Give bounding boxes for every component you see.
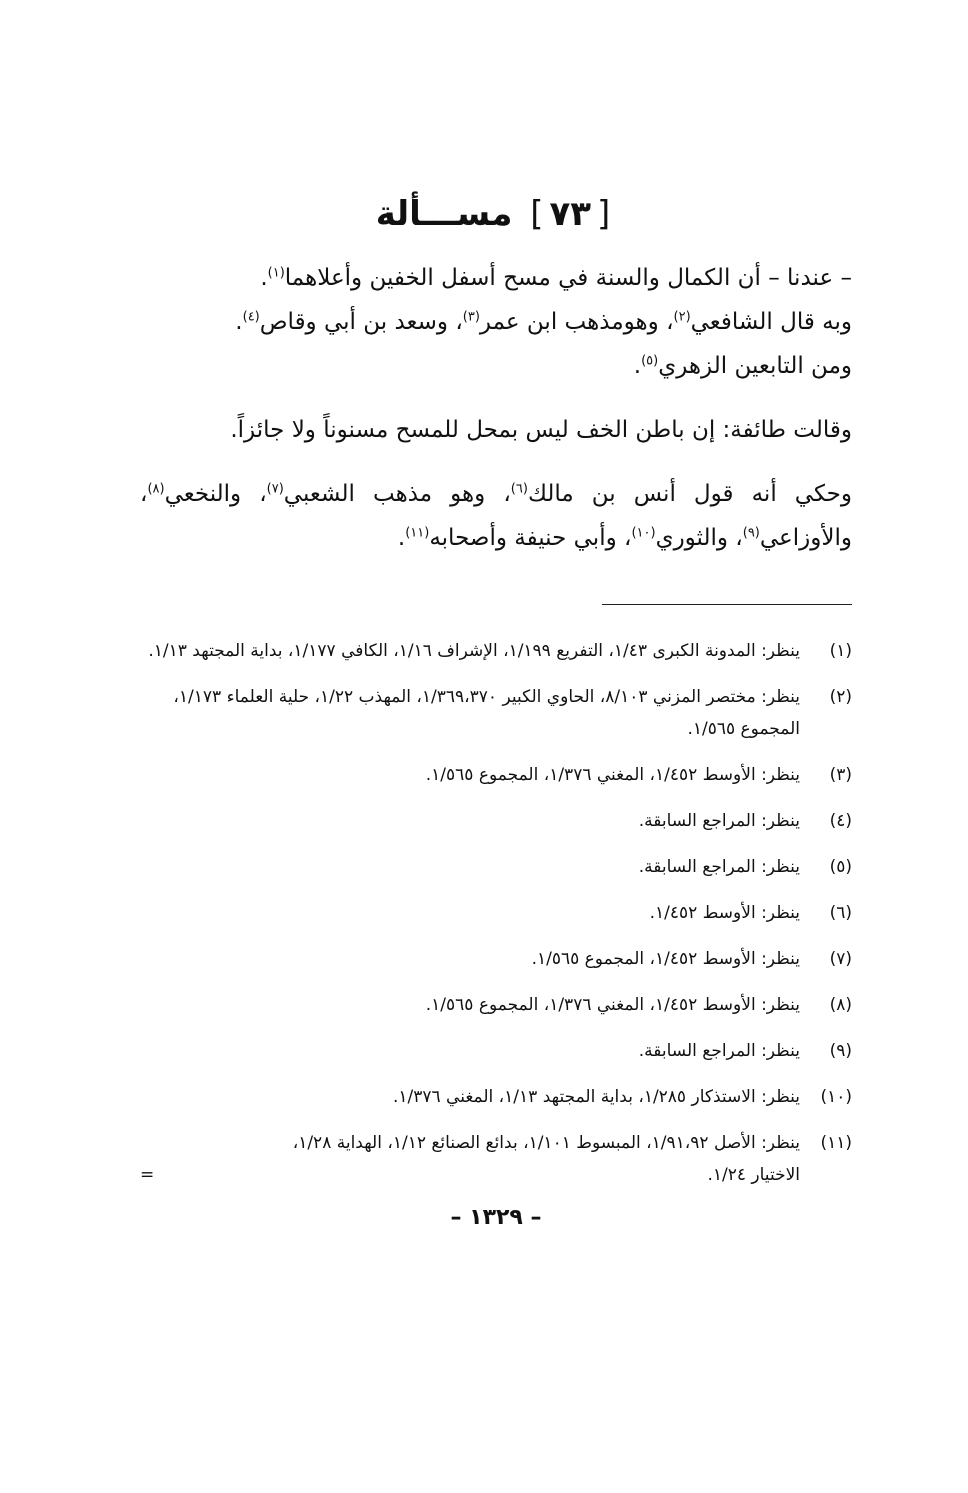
title-word: مســـألة — [375, 194, 513, 234]
text-run: وحكي أنه قول أنس بن مالك — [527, 481, 852, 507]
text-run: ، وسعد بن أبي وقاص — [259, 309, 463, 335]
footnote-text: ينظر: الأوسط ١/٤٥٢، المغني ١/٣٧٦، المجموع ١/٥٦٥. — [425, 995, 800, 1015]
footnote-number: (٥) — [829, 857, 852, 877]
paragraph-2 — [140, 408, 852, 452]
footnote-ref-8[interactable]: (٨) — [147, 481, 165, 497]
footnote-number: (١) — [829, 641, 852, 661]
text-run: ومن التابعين الزهري — [658, 353, 852, 379]
text-run: . — [633, 353, 642, 379]
footnote-number: (٣) — [829, 765, 852, 785]
footnote-text: ينظر: المراجع السابقة. — [638, 1041, 800, 1061]
footnote-ref-7[interactable]: (٧) — [266, 481, 284, 497]
paragraph-1-line-2 — [140, 300, 852, 344]
section-title — [140, 190, 852, 238]
footnote-number: (١٠) — [820, 1087, 852, 1107]
page-number: – ١٣٢٩ – — [450, 1205, 542, 1230]
footnote-text-wrap — [140, 1127, 800, 1191]
footnote-continuation — [140, 1159, 800, 1191]
footnote — [140, 635, 852, 667]
footnote-number: (٦) — [829, 903, 852, 923]
footnote-text: ينظر: المراجع السابقة. — [638, 811, 800, 831]
footnote-ref-9[interactable]: (٩) — [742, 525, 760, 541]
paragraph-2-text: وقالت طائفة: إن باطن الخف ليس بمحل للمسح مسنوناً ولا جائزاً. — [230, 417, 852, 443]
footnote-ref-1[interactable]: (١) — [267, 265, 285, 281]
footnote-ref-11[interactable]: (١١) — [405, 525, 430, 541]
footnote — [140, 1081, 852, 1113]
paragraph-1-line-1 — [140, 256, 852, 300]
footnote-number: (٨) — [829, 995, 852, 1015]
footnote-text: ينظر: الأصل ١/٩١،٩٢، المبسوط ١/١٠١، بدائع الصنائع ١/١٢، الهداية ١/٢٨، — [292, 1133, 800, 1153]
footnote-number: (١١) — [820, 1133, 852, 1153]
text-run: ، والنخعي — [164, 481, 267, 507]
text-run: ، وهومذهب ابن عمر — [479, 309, 674, 335]
paragraph-1-line-3 — [140, 344, 852, 388]
footnote-text: ينظر: مختصر المزني ٨/١٠٣، الحاوي الكبير ١/٣٦٩،٣٧٠، المهذب ١/٢٢، حلية العلماء ١/١٧٣، المجموع ١/٥٦٥. — [173, 687, 800, 739]
continuation-mark: = — [140, 1165, 155, 1185]
footnote — [140, 681, 852, 745]
footnote-text: ينظر: المراجع السابقة. — [638, 857, 800, 877]
footnote — [140, 759, 852, 791]
paragraph-3 — [140, 472, 852, 560]
text-run: . — [235, 309, 243, 335]
footnote-continuation-text: الاختيار ١/٢٤. — [707, 1165, 800, 1185]
footnote-ref-2[interactable]: (٢) — [673, 309, 691, 325]
text-run: ، وأبي حنيفة وأصحابه — [429, 525, 632, 551]
text-run: . — [260, 265, 268, 291]
title-number: ٧٣ — [549, 194, 592, 234]
footnote-ref-5[interactable]: (٥) — [641, 353, 659, 369]
text-run: ، وهو مذهب الشعبي — [283, 481, 511, 507]
footnote-number: (٢) — [829, 687, 852, 707]
text-run: ، والثوري — [655, 525, 743, 551]
text-run: . — [397, 525, 406, 551]
footnote-text: ينظر: الأوسط ١/٤٥٢، المجموع ١/٥٦٥. — [531, 949, 800, 969]
page — [140, 190, 852, 1230]
footnote-ref-10[interactable]: (١٠) — [631, 525, 656, 541]
footnote-text: ينظر: المدونة الكبرى ١/٤٣، التفريع ١/١٩٩، الإشراف ١/١٦، الكافي ١/١٧٧، بداية المجتهد ١/١٣. — [148, 641, 800, 661]
footnote-ref-6[interactable]: (٦) — [510, 481, 528, 497]
footnote-ref-4[interactable]: (٤) — [242, 309, 260, 325]
footnote — [140, 851, 852, 883]
footnote — [140, 989, 852, 1021]
text-run: ، والأوزاعي — [140, 481, 852, 551]
footnote — [140, 943, 852, 975]
footnote-number: (٩) — [829, 1041, 852, 1061]
text-run: – عندنا – أن الكمال والسنة في مسح أسفل الخفين وأعلاهما — [284, 265, 852, 291]
footnote-text: ينظر: الأوسط ١/٤٥٢. — [649, 903, 800, 923]
footnote-separator — [602, 604, 852, 605]
footnote-text: ينظر: الاستذكار ١/٢٨٥، بداية المجتهد ١/١٣، المغني ١/٣٧٦. — [392, 1087, 800, 1107]
title-bracket-open: [ — [597, 194, 611, 234]
footnote — [140, 1127, 852, 1191]
footnote-number: (٧) — [829, 949, 852, 969]
footnote — [140, 1035, 852, 1067]
footnote — [140, 805, 852, 837]
footnote — [140, 897, 852, 929]
title-bracket-close: ] — [530, 194, 544, 234]
footnote-text: ينظر: الأوسط ١/٤٥٢، المغني ١/٣٧٦، المجموع ١/٥٦٥. — [425, 765, 800, 785]
footnotes — [140, 635, 852, 1191]
text-run: وبه قال الشافعي — [690, 309, 852, 335]
paragraph-1 — [140, 256, 852, 388]
footnote-ref-3[interactable]: (٣) — [462, 309, 480, 325]
footnote-number: (٤) — [829, 811, 852, 831]
